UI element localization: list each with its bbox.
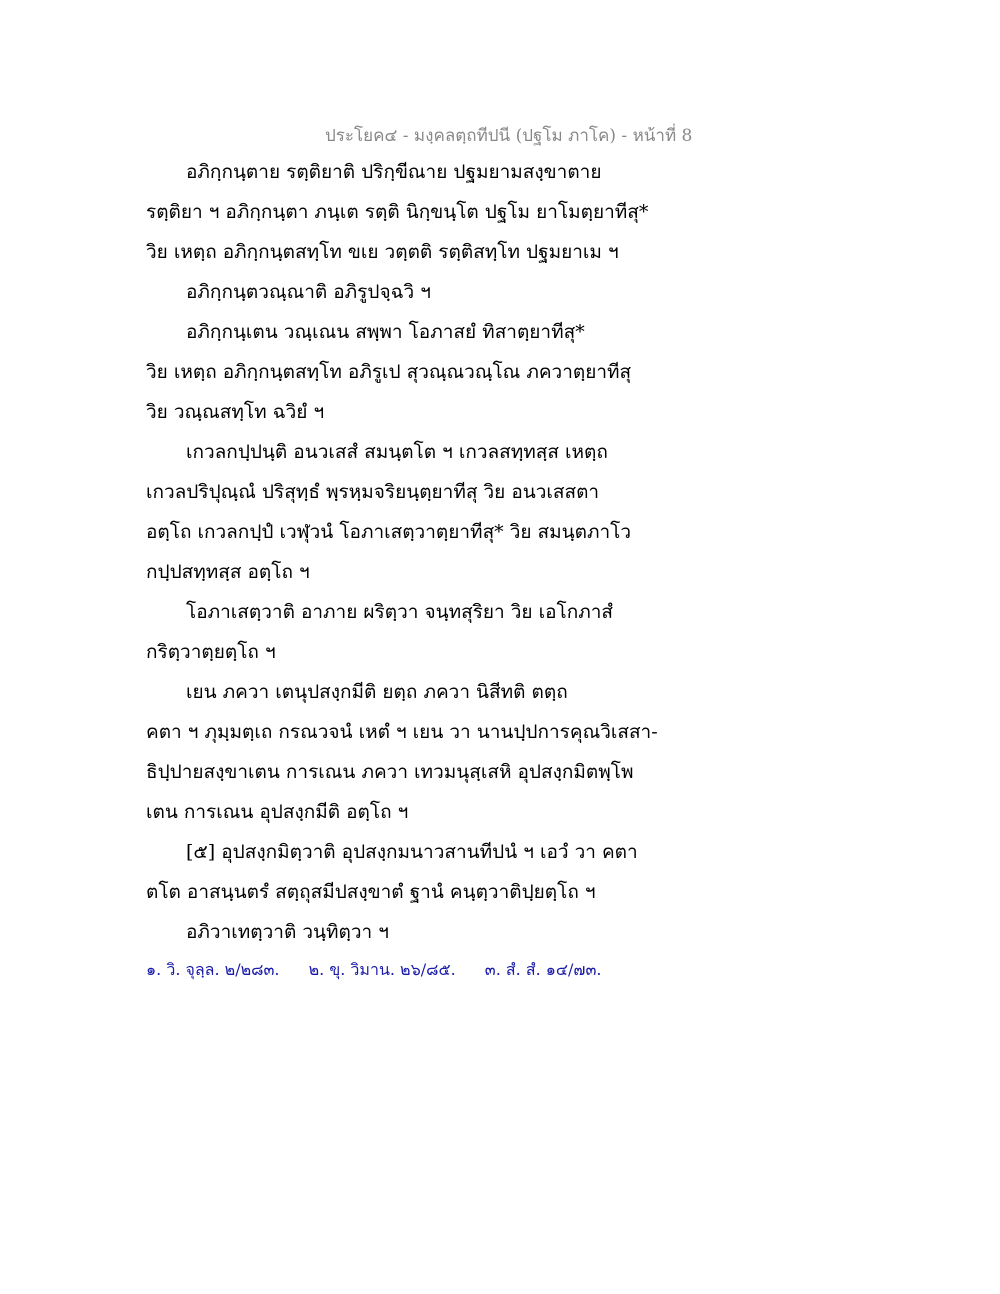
text-line-1: อภิกฺกนฺตาย รตฺติยาติ ปริกฺขีณาย ปฐมยามสงฺขาตาย (186, 161, 602, 183)
footnote-2: ๒. ขุ. วิมาน. ๒๖/๘๕. (308, 960, 456, 979)
text-line-12: โอภาเสตฺวาติ อาภาย ผริตฺวา จนฺทสุริยา วิย เอโกภาสํ (186, 601, 613, 623)
footnote-1: ๑. วิ. จุลฺล. ๒/๒๘๓. (146, 960, 280, 979)
text-line-5: อภิกฺกนฺเตน วณฺเณน สพฺพา โอภาสยํ ทิสาตฺยาทีสุ* (186, 321, 585, 343)
text-line-20: อภิวาเทตฺวาติ วนฺทิตฺวา ฯ (186, 921, 389, 943)
text-line-11: กปฺปสทฺทสฺส อตฺโถ ฯ (146, 561, 310, 583)
text-line-19: ตโต อาสนฺนตรํ สตฺถุสมีปสงฺขาตํ ฐานํ คนฺตฺวาติปฺยตฺโถ ฯ (146, 881, 596, 903)
text-line-4: อภิกฺกนฺตวณฺณาติ อภิรูปจฺฉวิ ฯ (186, 281, 431, 303)
footnote-3: ๓. สํ. สํ. ๑๔/๗๓. (484, 960, 602, 979)
text-line-18: [๕] อุปสงฺกมิตฺวาติ อุปสงฺกมนาวสานทีปนํ ฯ เอวํ วา คตา (186, 841, 638, 863)
text-line-2: รตฺติยา ฯ อภิกฺกนฺตา ภนฺเต รตฺติ นิกฺขนฺโต ปฐโม ยาโมตฺยาทีสุ* (146, 201, 649, 223)
text-line-3: วิย เหตฺถ อภิกฺกนฺตสทฺโท ขเย วตฺตติ รตฺติสทฺโท ปฐมยาเม ฯ (146, 241, 619, 263)
footnotes (146, 958, 625, 983)
text-line-9: เกวลปริปุณฺณํ ปริสุทฺธํ พฺรหฺมจริยนฺตฺยาทีสุ วิย อนวเสสตา (146, 481, 600, 503)
text-line-14: เยน ภควา เตนุปสงฺกมีติ ยตฺถ ภควา นิสีทติ ตตฺถ (186, 681, 568, 703)
text-line-10: อตฺโถ เกวลกปฺปํ เวฬุวนํ โอภาเสตฺวาตฺยาทีสุ* วิย สมนฺตภาโว (146, 521, 632, 543)
text-line-13: กริตฺวาตฺยตฺโถ ฯ (146, 641, 276, 663)
text-line-6: วิย เหตฺถ อภิกฺกนฺตสทฺโท อภิรูเป สุวณฺณวณฺโณ ภควาตฺยาทีสุ (146, 361, 632, 383)
text-line-17: เตน การเณน อุปสงฺกมีติ อตฺโถ ฯ (146, 801, 409, 823)
text-line-15: คตา ฯ ภุมฺมตฺเถ กรณวจนํ เหตํ ฯ เยน วา นานปฺปการคุณวิเสสา- (146, 721, 658, 743)
page-header: ประโยค๔ - มงฺคลตฺถทีปนี (ปฐโม ภาโค) - หน้าที่ 8 (325, 126, 693, 146)
text-line-16: ธิปฺปายสงฺขาเตน การเณน ภควา เทวมนุสฺเสหิ อุปสงฺกมิตพฺโพ (146, 761, 634, 783)
text-line-7: วิย วณฺณสทฺโท ฉวิยํ ฯ (146, 401, 325, 423)
text-line-8: เกวลกปฺปนฺติ อนวเสสํ สมนฺตโต ฯ เกวลสทฺทสฺส เหตฺถ (186, 441, 608, 463)
